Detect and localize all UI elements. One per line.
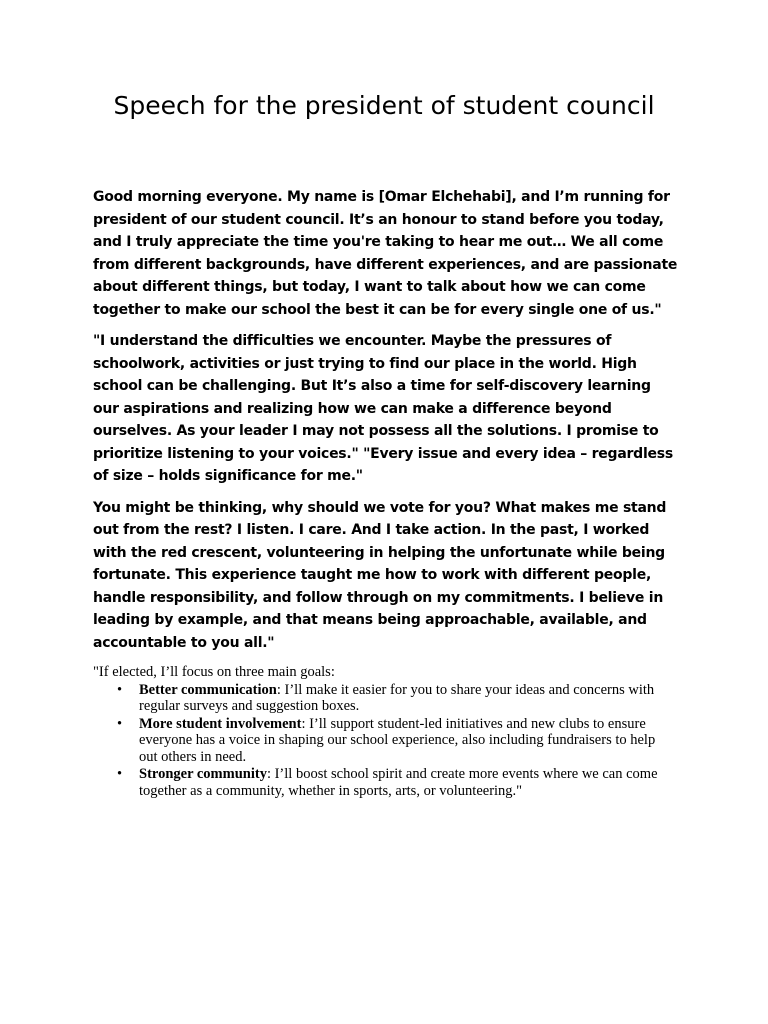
goal-item-involvement bbox=[117, 715, 673, 766]
goals-section bbox=[93, 664, 673, 800]
goal-term: More student involvement bbox=[139, 715, 302, 732]
bullet-icon: • bbox=[117, 681, 123, 698]
document-title: Speech for the president of student council bbox=[113, 91, 655, 120]
goal-term: Better communication bbox=[139, 681, 277, 698]
speech-paragraph-1: Good morning everyone. My name is [Omar Elchehabi], and I’m running for president of our student council. It’s an honour to stand before you today, and I truly appreciate the time you're taking to hear me out… We all come from different backgrounds, have different experiences, and are passionate about different things, but today, I want to talk about how we can come together to make our school the best it can be for every single one of us." bbox=[93, 189, 678, 318]
goal-item-community bbox=[117, 766, 673, 799]
goals-intro: "If elected, I’ll focus on three main goals: bbox=[93, 664, 335, 680]
goals-list bbox=[93, 682, 673, 800]
goal-text: : I’ll support student-led initiatives and new clubs to ensure everyone has a voice in shaping our school experience, also including fundraisers to help out others in need. bbox=[139, 715, 656, 765]
speech-body bbox=[93, 186, 681, 663]
goal-text: : I’ll boost school spirit and create more events where we can come together as a community, whether in sports, arts, or volunteering." bbox=[139, 766, 658, 799]
goal-text: : I’ll make it easier for you to share your ideas and concerns with regular surveys and suggestion boxes. bbox=[139, 681, 655, 714]
goal-term: Stronger community bbox=[139, 766, 267, 782]
goal-item-communication bbox=[117, 681, 673, 715]
speech-paragraph-3: You might be thinking, why should we vote for you? What makes me stand out from the rest? I listen. I care. And I take action. In the past, I worked with the red crescent, volunteering in helping the unfortunate while being fortunate. This experience taught me how to work with different people, handle responsibility, and follow through on my commitments. I believe in leading by example, and that means being approachable, available, and accountable to you all." bbox=[93, 499, 667, 651]
bullet-icon: • bbox=[117, 715, 123, 732]
speech-paragraph-2: "I understand the difficulties we encounter. Maybe the pressures of schoolwork, activities or just trying to find our place in the world. High school can be challenging. But It’s also a time for self-discovery learning our aspirations and realizing how we can make a difference beyond ourselves. As your leader I may not possess all the solutions. I promise to prioritize listening to your voices." "Every issue and every idea – regardless of size – holds significance for me." bbox=[93, 333, 673, 484]
bullet-icon: • bbox=[117, 766, 123, 782]
